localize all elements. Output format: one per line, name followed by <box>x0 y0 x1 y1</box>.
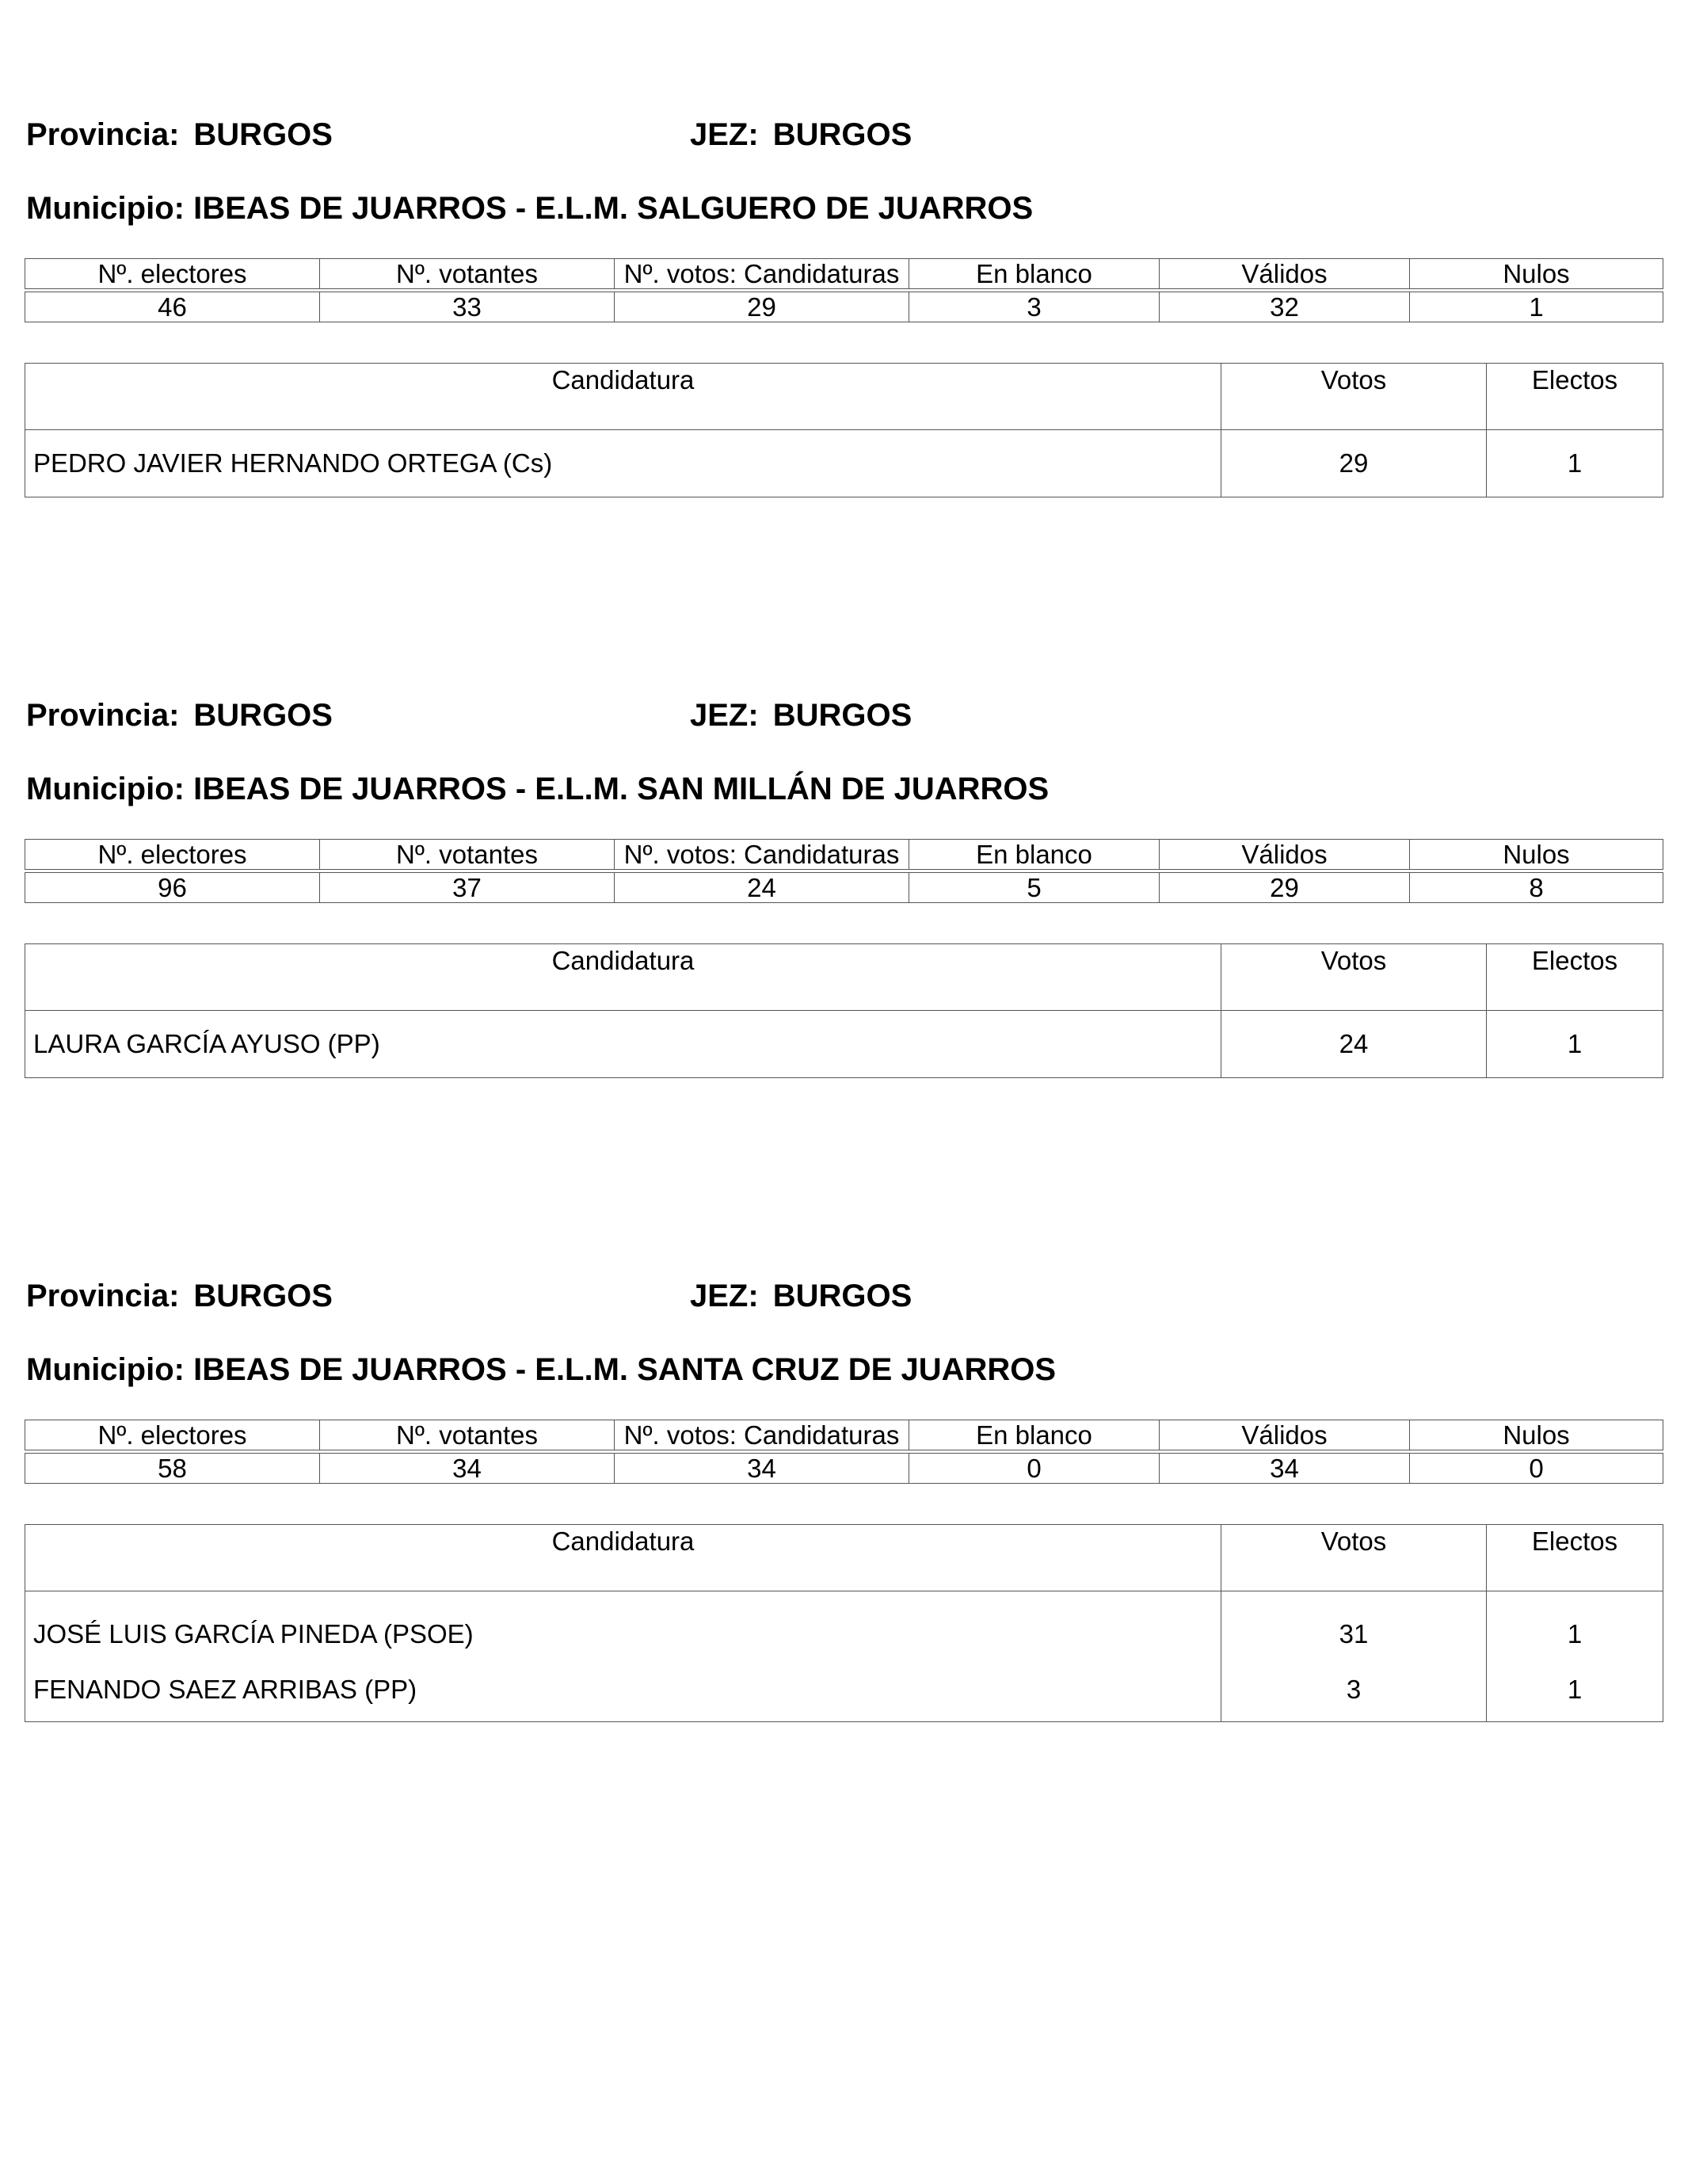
provincia-value: BURGOS <box>193 698 333 733</box>
jez-label: JEZ: <box>690 117 759 152</box>
value-votantes: 33 <box>320 292 615 322</box>
value-electores: 96 <box>25 873 320 903</box>
candidate-electos: 1 <box>1487 430 1663 497</box>
header-votantes: Nº. votantes <box>320 1420 615 1450</box>
candidates-table <box>25 1524 1663 1722</box>
value-votos-candidaturas: 29 <box>615 292 909 322</box>
value-validos: 32 <box>1160 292 1410 322</box>
value-en-blanco: 5 <box>909 873 1160 903</box>
header-validos: Válidos <box>1160 1420 1410 1450</box>
jez-line <box>690 116 912 153</box>
jez-label: JEZ: <box>690 1279 759 1313</box>
header-electos: Electos <box>1487 364 1663 430</box>
header-nulos: Nulos <box>1410 840 1663 870</box>
summary-values-row <box>25 292 1663 322</box>
value-nulos: 8 <box>1410 873 1663 903</box>
jez-value: BURGOS <box>772 698 912 733</box>
candidates-header-row <box>25 364 1663 430</box>
summary-header-row <box>25 840 1663 870</box>
candidates-header-row <box>25 1525 1663 1591</box>
municipio-label: Municipio: <box>26 1352 185 1387</box>
table-row <box>25 1591 1663 1659</box>
summary-values-row <box>25 873 1663 903</box>
header-votos-candidaturas: Nº. votos: Candidaturas <box>615 259 909 289</box>
candidate-votos: 29 <box>1221 430 1487 497</box>
jez-line <box>690 1278 912 1314</box>
summary-header-row <box>25 259 1663 289</box>
municipio-value: IBEAS DE JUARROS - E.L.M. SALGUERO DE JUARROS <box>193 191 1034 226</box>
header-votos: Votos <box>1221 944 1487 1011</box>
municipio-value: IBEAS DE JUARROS - E.L.M. SAN MILLÁN DE JUARROS <box>193 772 1050 806</box>
value-electores: 46 <box>25 292 320 322</box>
value-votantes: 37 <box>320 873 615 903</box>
header-validos: Válidos <box>1160 840 1410 870</box>
candidates-table <box>25 363 1663 497</box>
header-en-blanco: En blanco <box>909 840 1160 870</box>
header-nulos: Nulos <box>1410 259 1663 289</box>
header-votantes: Nº. votantes <box>320 259 615 289</box>
summary-table <box>25 839 1663 903</box>
header-en-blanco: En blanco <box>909 259 1160 289</box>
candidate-name: PEDRO JAVIER HERNANDO ORTEGA (Cs) <box>25 430 1221 497</box>
jez-value: BURGOS <box>772 117 912 152</box>
header-votos: Votos <box>1221 364 1487 430</box>
municipio-value: IBEAS DE JUARROS - E.L.M. SANTA CRUZ DE JUARROS <box>193 1352 1057 1387</box>
candidate-votos: 24 <box>1221 1011 1487 1078</box>
header-electos: Electos <box>1487 944 1663 1011</box>
header-candidatura: Candidatura <box>25 944 1221 1011</box>
provincia-label: Provincia: <box>26 1279 180 1313</box>
summary-values-row <box>25 1454 1663 1484</box>
header-en-blanco: En blanco <box>909 1420 1160 1450</box>
candidates-header-row <box>25 944 1663 1011</box>
header-candidatura: Candidatura <box>25 1525 1221 1591</box>
value-electores: 58 <box>25 1454 320 1484</box>
summary-table <box>25 258 1663 322</box>
value-votos-candidaturas: 34 <box>615 1454 909 1484</box>
value-validos: 29 <box>1160 873 1410 903</box>
value-en-blanco: 3 <box>909 292 1160 322</box>
candidate-votos: 3 <box>1221 1658 1487 1722</box>
provincia-value: BURGOS <box>193 1279 333 1313</box>
header-electores: Nº. electores <box>25 1420 320 1450</box>
candidate-votos: 31 <box>1221 1591 1487 1659</box>
provincia-line <box>26 1278 333 1314</box>
municipio-line <box>26 190 1033 227</box>
header-nulos: Nulos <box>1410 1420 1663 1450</box>
municipio-line <box>26 1351 1056 1388</box>
candidate-electos: 1 <box>1487 1591 1663 1659</box>
header-candidatura: Candidatura <box>25 364 1221 430</box>
jez-line <box>690 697 912 734</box>
municipio-line <box>26 771 1049 807</box>
table-row <box>25 1658 1663 1722</box>
header-votos: Votos <box>1221 1525 1487 1591</box>
provincia-label: Provincia: <box>26 117 180 152</box>
value-validos: 34 <box>1160 1454 1410 1484</box>
jez-value: BURGOS <box>772 1279 912 1313</box>
provincia-label: Provincia: <box>26 698 180 733</box>
municipio-label: Municipio: <box>26 772 185 806</box>
provincia-line <box>26 697 333 734</box>
value-nulos: 1 <box>1410 292 1663 322</box>
candidate-name: JOSÉ LUIS GARCÍA PINEDA (PSOE) <box>25 1591 1221 1659</box>
value-votos-candidaturas: 24 <box>615 873 909 903</box>
candidate-electos: 1 <box>1487 1658 1663 1722</box>
candidate-name: LAURA GARCÍA AYUSO (PP) <box>25 1011 1221 1078</box>
value-votantes: 34 <box>320 1454 615 1484</box>
jez-label: JEZ: <box>690 698 759 733</box>
summary-header-row <box>25 1420 1663 1450</box>
header-votos-candidaturas: Nº. votos: Candidaturas <box>615 1420 909 1450</box>
header-electores: Nº. electores <box>25 259 320 289</box>
candidate-electos: 1 <box>1487 1011 1663 1078</box>
header-validos: Válidos <box>1160 259 1410 289</box>
header-electos: Electos <box>1487 1525 1663 1591</box>
summary-table <box>25 1420 1663 1484</box>
table-row <box>25 1011 1663 1078</box>
municipio-label: Municipio: <box>26 191 185 226</box>
header-votos-candidaturas: Nº. votos: Candidaturas <box>615 840 909 870</box>
provincia-line <box>26 116 333 153</box>
candidate-name: FENANDO SAEZ ARRIBAS (PP) <box>25 1658 1221 1722</box>
provincia-value: BURGOS <box>193 117 333 152</box>
table-row <box>25 430 1663 497</box>
value-en-blanco: 0 <box>909 1454 1160 1484</box>
header-electores: Nº. electores <box>25 840 320 870</box>
candidates-table <box>25 943 1663 1078</box>
header-votantes: Nº. votantes <box>320 840 615 870</box>
value-nulos: 0 <box>1410 1454 1663 1484</box>
